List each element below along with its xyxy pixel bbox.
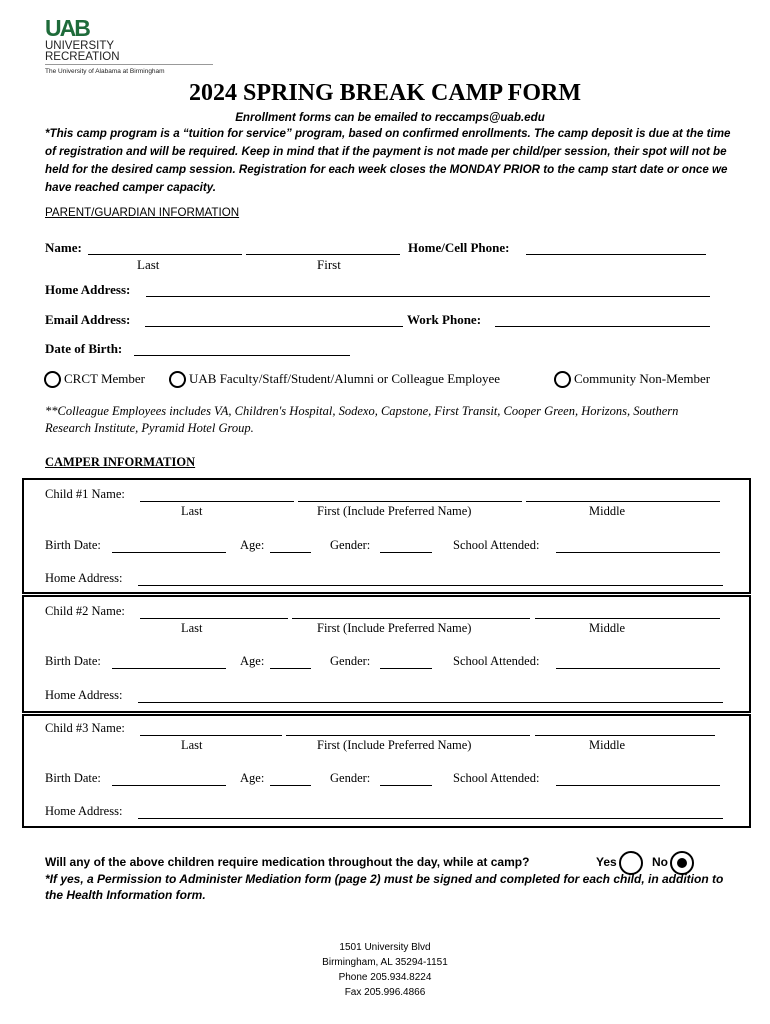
child-2-address-field[interactable] [138,702,723,703]
footer-fax: Fax 205.996.4866 [344,987,426,998]
medication-no-label: No [652,855,668,869]
child-1-age-label: Age: [240,538,265,552]
child-3-school-field[interactable] [556,785,720,786]
parent-address-field[interactable] [146,296,710,297]
form-title: 2024 SPRING BREAK CAMP FORM [189,80,581,106]
footer-phone: Phone 205.934.8224 [338,972,432,983]
footer-city: Birmingham, AL 35294-1151 [322,957,448,968]
work-phone-field[interactable] [495,326,710,327]
child-3-middle-caption: Middle [589,738,626,752]
child-3-address-field[interactable] [138,818,723,819]
child-3-gender-label: Gender: [330,771,371,785]
parent-name-label: Name: [45,240,82,255]
child-2-middle-field[interactable] [535,618,720,619]
child-2-last-field[interactable] [140,618,288,619]
child-1-school-label: School Attended: [453,538,540,552]
child-2-first-field[interactable] [292,618,530,619]
parent-last-name-field[interactable] [88,254,242,255]
child-3-first-caption: First (Include Preferred Name) [317,738,472,752]
community-non-member-radio[interactable] [554,371,571,388]
child-1-middle-caption: Middle [589,504,626,518]
child-2-school-label: School Attended: [453,654,540,668]
parent-section-heading: PARENT/GUARDIAN INFORMATION [45,206,240,219]
uab-logo: UAB [45,15,89,41]
child-2-gender-label: Gender: [330,654,371,668]
phone-label: Home/Cell Phone: [408,240,510,255]
parent-first-caption: First [317,257,341,272]
child-1-school-field[interactable] [556,552,720,553]
child-3-box [22,714,751,828]
parent-last-caption: Last [137,257,160,272]
enroll-note: Enrollment forms can be emailed to reccamps@uab.edu [235,111,545,124]
child-2-middle-caption: Middle [589,621,626,635]
child-3-last-field[interactable] [140,735,282,736]
child-3-school-label: School Attended: [453,771,540,785]
colleague-note: **Colleague Employees includes VA, Children's Hospital, Sodexo, Capstone, First Transit, Cooper Green, Horizons, Southern Research Institute, Pyramid Hotel Group. [45,404,679,435]
child-2-age-label: Age: [240,654,265,668]
logo-subtitle: The University of Alabama at Birmingham [45,68,165,75]
child-3-age-field[interactable] [270,785,311,786]
child-1-address-field[interactable] [138,585,723,586]
intro-paragraph: *This camp program is a “tuition for service” program, based on confirmed enrollments. The camp deposit is due at the time of registration and will be required. Keep in mind that if the payment is not made per child/per session, their spot will not be held for the desired camp session. Registration for each week closes the MONDAY PRIOR to the camp start date or once we have reached camper capacity. [45,127,731,194]
child-1-last-caption: Last [181,504,203,518]
child-1-birth-field[interactable] [112,552,226,553]
crct-member-label: CRCT Member [64,371,146,386]
child-3-birth-label: Birth Date: [45,771,101,785]
child-1-birth-label: Birth Date: [45,538,101,552]
child-1-first-field[interactable] [298,501,522,502]
logo-divider [45,64,213,65]
phone-field[interactable] [526,254,706,255]
child-2-box [22,595,751,713]
child-2-birth-label: Birth Date: [45,654,101,668]
child-1-last-field[interactable] [140,501,294,502]
medication-note: *If yes, a Permission to Administer Mediation form (page 2) must be signed and completed for each child, in addition to the Health Information form. [45,872,724,902]
child-3-middle-field[interactable] [535,735,715,736]
child-3-gender-field[interactable] [380,785,432,786]
email-field[interactable] [145,326,403,327]
child-1-middle-field[interactable] [526,501,720,502]
child-2-name-label: Child #2 Name: [45,604,125,618]
work-phone-label: Work Phone: [407,312,482,327]
child-2-gender-field[interactable] [380,668,432,669]
uab-affiliate-radio[interactable] [169,371,186,388]
child-2-last-caption: Last [181,621,203,635]
email-label: Email Address: [45,312,131,327]
child-2-school-field[interactable] [556,668,720,669]
dob-field[interactable] [134,355,350,356]
logo-line-university: UNIVERSITY [45,40,115,52]
child-2-birth-field[interactable] [112,668,226,669]
child-3-first-field[interactable] [286,735,530,736]
child-1-box [22,478,751,594]
crct-member-radio[interactable] [44,371,61,388]
logo-line-recreation: RECREATION [45,51,120,63]
medication-no-selected-dot [677,858,687,868]
medication-question: Will any of the above children require medication throughout the day, while at camp? [45,855,530,869]
parent-address-label: Home Address: [45,282,131,297]
child-3-address-label: Home Address: [45,804,123,818]
child-2-age-field[interactable] [270,668,311,669]
footer-street: 1501 University Blvd [339,942,431,953]
camper-section-heading: CAMPER INFORMATION [45,455,196,469]
child-3-age-label: Age: [240,771,265,785]
child-1-gender-field[interactable] [380,552,432,553]
child-1-name-label: Child #1 Name: [45,487,125,501]
child-1-age-field[interactable] [270,552,311,553]
child-2-address-label: Home Address: [45,688,123,702]
child-3-last-caption: Last [181,738,203,752]
child-3-birth-field[interactable] [112,785,226,786]
uab-affiliate-label: UAB Faculty/Staff/Student/Alumni or Colleague Employee [189,371,500,386]
child-3-name-label: Child #3 Name: [45,721,125,735]
medication-yes-label: Yes [596,855,617,869]
parent-first-name-field[interactable] [246,254,400,255]
community-non-member-label: Community Non-Member [574,371,711,386]
child-1-gender-label: Gender: [330,538,371,552]
child-1-first-caption: First (Include Preferred Name) [317,504,472,518]
child-1-address-label: Home Address: [45,571,123,585]
child-2-first-caption: First (Include Preferred Name) [317,621,472,635]
dob-label: Date of Birth: [45,341,123,356]
